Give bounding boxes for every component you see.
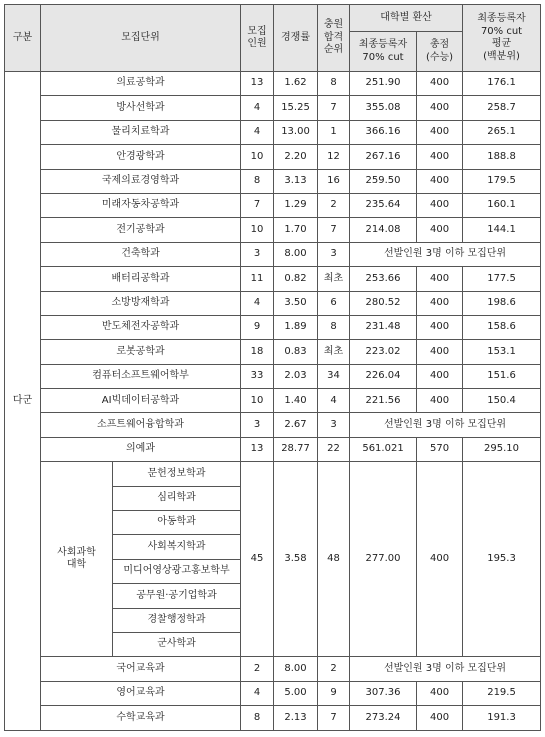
table-row bbox=[5, 706, 541, 730]
unit-name: 로봇공학과 bbox=[41, 340, 241, 364]
table-row bbox=[5, 340, 541, 364]
waitlist-rank: 6 bbox=[318, 291, 350, 315]
competition-rate: 2.03 bbox=[274, 364, 318, 388]
final-cut: 355.08 bbox=[350, 96, 417, 120]
quota: 45 bbox=[241, 462, 274, 657]
waitlist-rank: 8 bbox=[318, 315, 350, 339]
table-row bbox=[5, 267, 541, 291]
header-final-cut: 최종등록자 70% cut bbox=[350, 32, 417, 72]
waitlist-rank: 34 bbox=[318, 364, 350, 388]
table-row bbox=[5, 96, 541, 120]
percentile-avg: 219.5 bbox=[463, 681, 541, 705]
percentile-avg: 177.5 bbox=[463, 267, 541, 291]
competition-rate: 1.89 bbox=[274, 315, 318, 339]
quota: 4 bbox=[241, 120, 274, 144]
waitlist-rank: 9 bbox=[318, 681, 350, 705]
waitlist-rank: 7 bbox=[318, 96, 350, 120]
percentile-avg: 144.1 bbox=[463, 218, 541, 242]
final-cut: 259.50 bbox=[350, 169, 417, 193]
percentile-avg: 153.1 bbox=[463, 340, 541, 364]
quota: 9 bbox=[241, 315, 274, 339]
table-row bbox=[5, 364, 541, 388]
percentile-avg: 258.7 bbox=[463, 96, 541, 120]
total-score: 400 bbox=[417, 340, 463, 364]
unit-name: 소프트웨어융합학과 bbox=[41, 413, 241, 437]
competition-rate: 28.77 bbox=[274, 437, 318, 461]
total-score: 400 bbox=[417, 462, 463, 657]
header-univ-conversion: 대학별 환산 bbox=[350, 5, 463, 32]
major-name: 경찰행정학과 bbox=[113, 608, 241, 632]
unit-name: 안경광학과 bbox=[41, 145, 241, 169]
final-cut: 280.52 bbox=[350, 291, 417, 315]
competition-rate: 15.25 bbox=[274, 96, 318, 120]
quota: 18 bbox=[241, 340, 274, 364]
small-quota-notice: 선발인원 3명 이하 모집단위 bbox=[350, 657, 541, 681]
college-name: 사회과학 대학 bbox=[41, 462, 113, 657]
table-row bbox=[5, 389, 541, 413]
waitlist-rank: 3 bbox=[318, 413, 350, 437]
quota: 4 bbox=[241, 291, 274, 315]
total-score: 400 bbox=[417, 193, 463, 217]
table-row bbox=[5, 120, 541, 144]
percentile-avg: 160.1 bbox=[463, 193, 541, 217]
waitlist-rank: 7 bbox=[318, 218, 350, 242]
table-row bbox=[5, 315, 541, 339]
header-quota: 모집 인원 bbox=[241, 5, 274, 72]
table-row bbox=[5, 681, 541, 705]
total-score: 400 bbox=[417, 218, 463, 242]
final-cut: 307.36 bbox=[350, 681, 417, 705]
final-cut: 561.021 bbox=[350, 437, 417, 461]
final-cut: 253.66 bbox=[350, 267, 417, 291]
final-cut: 221.56 bbox=[350, 389, 417, 413]
percentile-avg: 295.10 bbox=[463, 437, 541, 461]
unit-name: 미래자동차공학과 bbox=[41, 193, 241, 217]
final-cut: 214.08 bbox=[350, 218, 417, 242]
quota: 3 bbox=[241, 413, 274, 437]
header-final-avg: 최종등록자 70% cut 평균 (백분위) bbox=[463, 5, 541, 72]
waitlist-rank: 16 bbox=[318, 169, 350, 193]
unit-name: 컴퓨터소프트웨어학부 bbox=[41, 364, 241, 388]
percentile-avg: 198.6 bbox=[463, 291, 541, 315]
quota: 8 bbox=[241, 169, 274, 193]
competition-rate: 13.00 bbox=[274, 120, 318, 144]
unit-name: 방사선학과 bbox=[41, 96, 241, 120]
table-row bbox=[5, 291, 541, 315]
waitlist-rank: 2 bbox=[318, 193, 350, 217]
competition-rate: 8.00 bbox=[274, 242, 318, 266]
competition-rate: 1.62 bbox=[274, 72, 318, 96]
total-score: 400 bbox=[417, 267, 463, 291]
waitlist-rank: 1 bbox=[318, 120, 350, 144]
table-row bbox=[5, 72, 541, 96]
quota: 10 bbox=[241, 145, 274, 169]
quota: 10 bbox=[241, 218, 274, 242]
final-cut: 235.64 bbox=[350, 193, 417, 217]
total-score: 400 bbox=[417, 291, 463, 315]
table-row bbox=[5, 169, 541, 193]
final-cut: 251.90 bbox=[350, 72, 417, 96]
unit-name: 국제의료경영학과 bbox=[41, 169, 241, 193]
unit-name: 수학교육과 bbox=[41, 706, 241, 730]
final-cut: 226.04 bbox=[350, 364, 417, 388]
waitlist-rank: 22 bbox=[318, 437, 350, 461]
quota: 4 bbox=[241, 681, 274, 705]
waitlist-rank: 3 bbox=[318, 242, 350, 266]
header-unit: 모집단위 bbox=[41, 5, 241, 72]
percentile-avg: 158.6 bbox=[463, 315, 541, 339]
major-name: 미디어영상광고홍보학부 bbox=[113, 559, 241, 583]
quota: 10 bbox=[241, 389, 274, 413]
total-score: 400 bbox=[417, 681, 463, 705]
major-name: 사회복지학과 bbox=[113, 535, 241, 559]
waitlist-rank: 12 bbox=[318, 145, 350, 169]
header-competition: 경쟁률 bbox=[274, 5, 318, 72]
final-cut: 277.00 bbox=[350, 462, 417, 657]
table-row bbox=[5, 462, 541, 486]
total-score: 400 bbox=[417, 72, 463, 96]
admission-results-table bbox=[4, 4, 541, 731]
unit-name: 의료공학과 bbox=[41, 72, 241, 96]
percentile-avg: 191.3 bbox=[463, 706, 541, 730]
unit-name: 국어교육과 bbox=[41, 657, 241, 681]
competition-rate: 1.29 bbox=[274, 193, 318, 217]
total-score: 400 bbox=[417, 145, 463, 169]
competition-rate: 1.70 bbox=[274, 218, 318, 242]
quota: 2 bbox=[241, 657, 274, 681]
table-row bbox=[5, 218, 541, 242]
competition-rate: 3.13 bbox=[274, 169, 318, 193]
total-score: 400 bbox=[417, 315, 463, 339]
unit-name: 의예과 bbox=[41, 437, 241, 461]
waitlist-rank: 48 bbox=[318, 462, 350, 657]
waitlist-rank: 최초 bbox=[318, 340, 350, 364]
unit-name: AI빅데이터공학과 bbox=[41, 389, 241, 413]
small-quota-notice: 선발인원 3명 이하 모집단위 bbox=[350, 413, 541, 437]
percentile-avg: 265.1 bbox=[463, 120, 541, 144]
waitlist-rank: 8 bbox=[318, 72, 350, 96]
final-cut: 223.02 bbox=[350, 340, 417, 364]
table-row bbox=[5, 242, 541, 266]
quota: 4 bbox=[241, 96, 274, 120]
quota: 7 bbox=[241, 193, 274, 217]
percentile-avg: 176.1 bbox=[463, 72, 541, 96]
percentile-avg: 151.6 bbox=[463, 364, 541, 388]
quota: 11 bbox=[241, 267, 274, 291]
major-name: 공무원·공기업학과 bbox=[113, 584, 241, 608]
quota: 13 bbox=[241, 437, 274, 461]
header-waitlist: 충원 합격 순위 bbox=[318, 5, 350, 72]
competition-rate: 2.20 bbox=[274, 145, 318, 169]
quota: 8 bbox=[241, 706, 274, 730]
group-label: 다군 bbox=[5, 72, 41, 731]
final-cut: 267.16 bbox=[350, 145, 417, 169]
major-name: 문헌정보학과 bbox=[113, 462, 241, 486]
competition-rate: 3.50 bbox=[274, 291, 318, 315]
total-score: 400 bbox=[417, 706, 463, 730]
competition-rate: 5.00 bbox=[274, 681, 318, 705]
quota: 33 bbox=[241, 364, 274, 388]
competition-rate: 0.83 bbox=[274, 340, 318, 364]
final-cut: 273.24 bbox=[350, 706, 417, 730]
total-score: 400 bbox=[417, 120, 463, 144]
waitlist-rank: 2 bbox=[318, 657, 350, 681]
waitlist-rank: 7 bbox=[318, 706, 350, 730]
total-score: 400 bbox=[417, 364, 463, 388]
major-name: 군사학과 bbox=[113, 632, 241, 656]
percentile-avg: 195.3 bbox=[463, 462, 541, 657]
total-score: 400 bbox=[417, 96, 463, 120]
header-total: 총점 (수능) bbox=[417, 32, 463, 72]
percentile-avg: 150.4 bbox=[463, 389, 541, 413]
final-cut: 231.48 bbox=[350, 315, 417, 339]
waitlist-rank: 4 bbox=[318, 389, 350, 413]
unit-name: 전기공학과 bbox=[41, 218, 241, 242]
competition-rate: 2.67 bbox=[274, 413, 318, 437]
unit-name: 반도체전자공학과 bbox=[41, 315, 241, 339]
table-row bbox=[5, 657, 541, 681]
unit-name: 물리치료학과 bbox=[41, 120, 241, 144]
competition-rate: 0.82 bbox=[274, 267, 318, 291]
competition-rate: 2.13 bbox=[274, 706, 318, 730]
table-row bbox=[5, 437, 541, 461]
table-row bbox=[5, 193, 541, 217]
percentile-avg: 179.5 bbox=[463, 169, 541, 193]
unit-name: 건축학과 bbox=[41, 242, 241, 266]
competition-rate: 1.40 bbox=[274, 389, 318, 413]
quota: 13 bbox=[241, 72, 274, 96]
unit-name: 영어교육과 bbox=[41, 681, 241, 705]
header-category: 구분 bbox=[5, 5, 41, 72]
percentile-avg: 188.8 bbox=[463, 145, 541, 169]
unit-name: 소방방재학과 bbox=[41, 291, 241, 315]
final-cut: 366.16 bbox=[350, 120, 417, 144]
total-score: 400 bbox=[417, 389, 463, 413]
total-score: 400 bbox=[417, 169, 463, 193]
major-name: 심리학과 bbox=[113, 486, 241, 510]
total-score: 570 bbox=[417, 437, 463, 461]
waitlist-rank: 최초 bbox=[318, 267, 350, 291]
table-row bbox=[5, 145, 541, 169]
quota: 3 bbox=[241, 242, 274, 266]
unit-name: 배터리공학과 bbox=[41, 267, 241, 291]
competition-rate: 8.00 bbox=[274, 657, 318, 681]
table-row bbox=[5, 413, 541, 437]
small-quota-notice: 선발인원 3명 이하 모집단위 bbox=[350, 242, 541, 266]
competition-rate: 3.58 bbox=[274, 462, 318, 657]
major-name: 아동학과 bbox=[113, 511, 241, 535]
